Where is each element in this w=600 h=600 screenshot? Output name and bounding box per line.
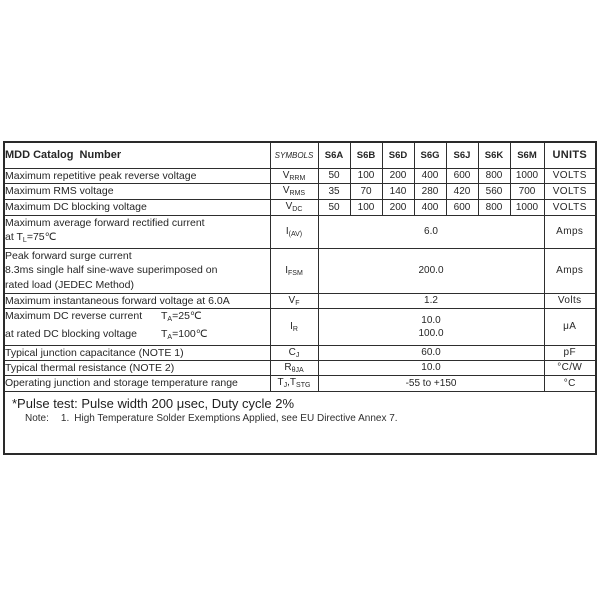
subscript-text: θJA bbox=[291, 366, 304, 374]
text-segment: =75℃ bbox=[26, 230, 57, 243]
table-row bbox=[5, 293, 595, 308]
parameter-line bbox=[5, 346, 270, 360]
parameter-cell bbox=[5, 215, 270, 248]
parameter-line bbox=[5, 327, 270, 345]
text-segment: 8.3ms single half sine-wave superimposed on bbox=[5, 264, 218, 277]
symbol-cell bbox=[270, 248, 318, 293]
note-label: Note: bbox=[25, 412, 49, 424]
subscript-text: FSM bbox=[288, 269, 303, 277]
ratings-table bbox=[5, 143, 595, 392]
value-cell: 100 bbox=[350, 168, 382, 183]
text-segment: I bbox=[285, 225, 289, 237]
text-segment: Operating junction and storage temperature range bbox=[5, 377, 238, 389]
value-cell: 800 bbox=[478, 168, 510, 183]
model-column-header: S6K bbox=[478, 143, 510, 168]
value-cell: 35 bbox=[318, 183, 350, 199]
unit-cell: pF bbox=[544, 345, 595, 360]
text-segment: =100℃ bbox=[172, 327, 208, 340]
table-row bbox=[5, 308, 595, 345]
table-row bbox=[5, 215, 595, 248]
unit-cell: °C/W bbox=[544, 360, 595, 375]
table-header bbox=[5, 143, 595, 168]
text-segment: at rated DC blocking voltage bbox=[5, 327, 137, 340]
text-segment: V bbox=[285, 201, 293, 212]
table-row bbox=[5, 360, 595, 375]
value-line: 10.0 bbox=[421, 362, 441, 373]
value-cell: 400 bbox=[414, 168, 446, 183]
symbol-cell bbox=[270, 183, 318, 199]
unit-cell: VOLTS bbox=[544, 199, 595, 215]
note-text: High Temperature Solder Exemptions Applied, see EU Directive Annex 7. bbox=[74, 412, 398, 424]
text-segment: at T bbox=[5, 230, 23, 243]
parameter-line bbox=[5, 200, 270, 214]
subscript-text: A bbox=[167, 333, 173, 341]
text-segment: =25℃ bbox=[172, 309, 202, 322]
value-line: 10.0 bbox=[421, 314, 441, 326]
text-segment: T bbox=[277, 377, 284, 388]
parameter-line bbox=[5, 230, 270, 248]
subscript-text: RRM bbox=[289, 174, 306, 182]
subscript-text: DC bbox=[292, 206, 303, 213]
parameter-line bbox=[5, 184, 270, 198]
parameter-line bbox=[5, 249, 270, 264]
value-cell: 70 bbox=[350, 183, 382, 199]
text-segment: Maximum instantaneous forward voltage at 6.0A bbox=[5, 294, 230, 307]
note-number: 1. bbox=[60, 412, 70, 424]
value-cell: 140 bbox=[382, 183, 414, 199]
value-line: 6.0 bbox=[424, 226, 438, 237]
text-segment: Peak forward surge current bbox=[5, 249, 132, 262]
header-row bbox=[5, 143, 595, 168]
symbol-cell bbox=[270, 345, 318, 360]
parameter-line bbox=[5, 376, 270, 390]
value-cell: 50 bbox=[318, 199, 350, 215]
text-segment: V bbox=[282, 185, 290, 196]
merged-value-cell bbox=[318, 293, 544, 308]
text-segment: V bbox=[288, 294, 296, 306]
subscript-text: R bbox=[292, 325, 298, 333]
text-segment: rated load (JEDEC Method) bbox=[5, 278, 134, 291]
unit-cell: Volts bbox=[544, 293, 595, 308]
symbol-cell bbox=[270, 375, 318, 391]
parameter-line bbox=[5, 361, 270, 375]
value-line: 200.0 bbox=[418, 265, 444, 276]
table-row bbox=[5, 168, 595, 183]
parameter-cell bbox=[5, 360, 270, 375]
catalog-number-header: MDD Catalog Number bbox=[5, 143, 270, 168]
text-segment: Maximum DC blocking voltage bbox=[5, 201, 147, 213]
symbol-cell bbox=[270, 215, 318, 248]
symbol-cell bbox=[270, 360, 318, 375]
parameter-line bbox=[5, 294, 270, 308]
value-line: -55 to +150 bbox=[405, 377, 457, 389]
text-segment: Maximum repetitive peak reverse voltage bbox=[5, 169, 197, 182]
symbol-cell bbox=[270, 168, 318, 183]
text-segment: Maximum RMS voltage bbox=[5, 185, 114, 197]
table-row bbox=[5, 183, 595, 199]
value-cell: 100 bbox=[350, 199, 382, 215]
value-cell: 1000 bbox=[510, 168, 544, 183]
merged-value-cell bbox=[318, 360, 544, 375]
value-cell: 50 bbox=[318, 168, 350, 183]
parameter-line bbox=[5, 278, 270, 293]
model-column-header: S6D bbox=[382, 143, 414, 168]
text-segment: R bbox=[284, 361, 292, 373]
unit-cell: Amps bbox=[544, 215, 595, 248]
text-segment: T bbox=[161, 309, 168, 322]
units-header: UNITS bbox=[544, 143, 595, 168]
value-line: 100.0 bbox=[418, 327, 444, 339]
symbol-cell bbox=[270, 293, 318, 308]
text-segment: ,T bbox=[287, 377, 297, 388]
parameter-cell bbox=[5, 183, 270, 199]
table-row bbox=[5, 248, 595, 293]
value-cell: 1000 bbox=[510, 199, 544, 215]
text-segment: V bbox=[282, 169, 290, 181]
subscript-text: F bbox=[295, 299, 300, 307]
value-line: 60.0 bbox=[421, 347, 441, 358]
model-column-header: S6G bbox=[414, 143, 446, 168]
parameter-line bbox=[5, 263, 270, 278]
model-column-header: S6M bbox=[510, 143, 544, 168]
table-row bbox=[5, 375, 595, 391]
unit-cell: VOLTS bbox=[544, 183, 595, 199]
parameter-cell bbox=[5, 293, 270, 308]
subscript-text: A bbox=[167, 315, 173, 323]
subscript-text: J bbox=[283, 382, 288, 389]
value-cell: 600 bbox=[446, 168, 478, 183]
subscript-text: J bbox=[295, 351, 300, 359]
text-segment: I bbox=[290, 320, 293, 332]
text-segment: Maximum average forward rectified current bbox=[5, 216, 205, 229]
subscript-text: L bbox=[22, 236, 27, 244]
text-segment: Typical thermal resistance (NOTE 2) bbox=[5, 361, 175, 374]
parameter-line bbox=[5, 309, 270, 327]
table-row bbox=[5, 345, 595, 360]
text-segment: Typical junction capacitance (NOTE 1) bbox=[5, 346, 184, 359]
value-cell: 200 bbox=[382, 168, 414, 183]
merged-value-cell bbox=[318, 345, 544, 360]
model-column-header: S6A bbox=[318, 143, 350, 168]
merged-value-cell bbox=[318, 215, 544, 248]
value-cell: 200 bbox=[382, 199, 414, 215]
merged-value-cell bbox=[318, 308, 544, 345]
parameter-cell bbox=[5, 308, 270, 345]
symbols-header: SYMBOLS bbox=[270, 143, 318, 168]
text-segment: Maximum DC reverse current bbox=[5, 309, 143, 322]
pulse-test-note: *Pulse test: Pulse width 200 μsec, Duty cycle 2% bbox=[12, 395, 295, 411]
text-segment: T bbox=[161, 327, 168, 340]
parameter-cell bbox=[5, 168, 270, 183]
parameter-cell bbox=[5, 248, 270, 293]
value-cell: 800 bbox=[478, 199, 510, 215]
value-line: 1.2 bbox=[424, 295, 438, 306]
symbol-cell bbox=[270, 199, 318, 215]
value-cell: 600 bbox=[446, 199, 478, 215]
subscript-text: (AV) bbox=[288, 230, 303, 238]
parameter-cell bbox=[5, 345, 270, 360]
footnote-line bbox=[25, 413, 595, 424]
model-column-header: S6J bbox=[446, 143, 478, 168]
unit-cell: VOLTS bbox=[544, 168, 595, 183]
unit-cell: Amps bbox=[544, 248, 595, 293]
value-cell: 400 bbox=[414, 199, 446, 215]
symbol-cell bbox=[270, 308, 318, 345]
text-segment: I bbox=[285, 264, 288, 276]
merged-value-cell bbox=[318, 375, 544, 391]
spec-sheet-box bbox=[3, 141, 597, 455]
text-segment: C bbox=[288, 346, 296, 358]
parameter-cell bbox=[5, 199, 270, 215]
parameter-line bbox=[5, 169, 270, 183]
value-cell: 420 bbox=[446, 183, 478, 199]
merged-value-cell bbox=[318, 248, 544, 293]
table-body bbox=[5, 168, 595, 391]
value-cell: 280 bbox=[414, 183, 446, 199]
parameter-line bbox=[5, 216, 270, 230]
unit-cell: °C bbox=[544, 375, 595, 391]
unit-cell: μA bbox=[544, 308, 595, 345]
parameter-cell bbox=[5, 375, 270, 391]
subscript-text: STG bbox=[296, 382, 311, 389]
table-row bbox=[5, 199, 595, 215]
subscript-text: RMS bbox=[289, 190, 306, 197]
value-cell: 560 bbox=[478, 183, 510, 199]
model-column-header: S6B bbox=[350, 143, 382, 168]
value-cell: 700 bbox=[510, 183, 544, 199]
